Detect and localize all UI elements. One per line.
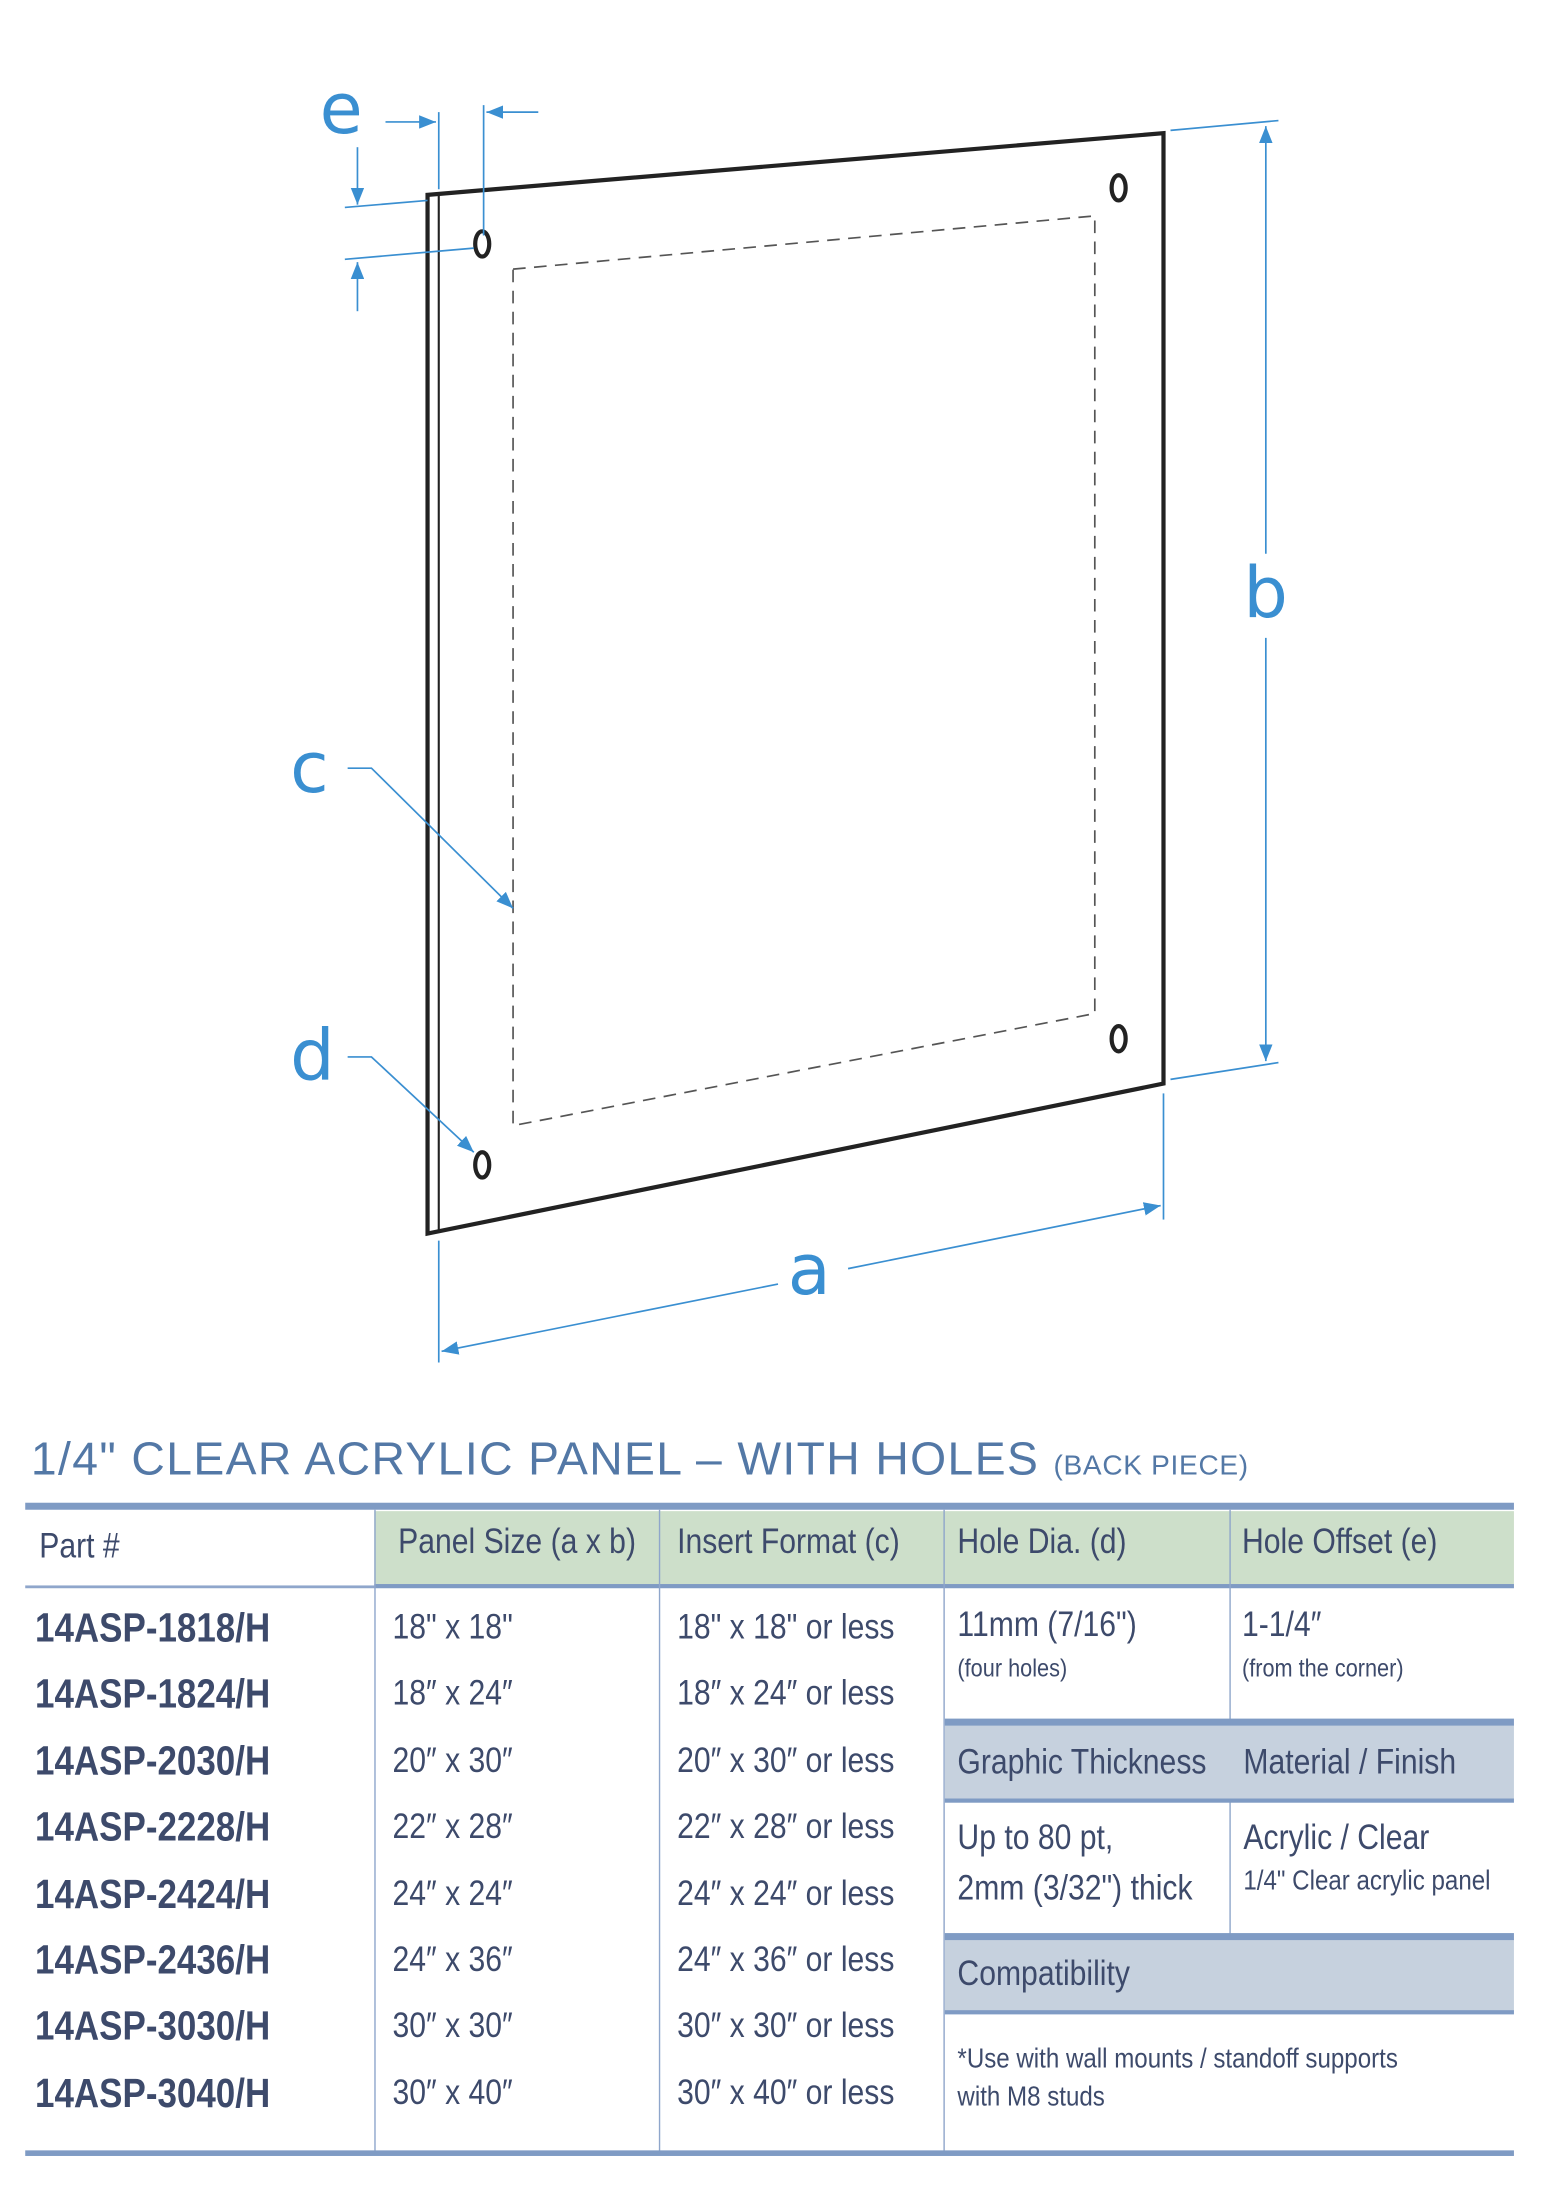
header-panel-size: Panel Size (a x b) — [398, 1522, 636, 1562]
compatibility-line2: with M8 studs — [957, 2081, 1105, 2113]
insert-format: 18" x 18" or less — [677, 1607, 895, 1648]
part-number: 14ASP-3040/H — [35, 2071, 271, 2117]
divider — [945, 2010, 1514, 2014]
hole-dia-note: (four holes) — [957, 1654, 1068, 1683]
header-hole-dia: Hole Dia. (d) — [957, 1522, 1127, 1562]
insert-area — [513, 216, 1095, 1126]
title-sub: (BACK PIECE) — [1053, 1450, 1249, 1482]
hole-offset-value: 1-1/4″ — [1241, 1605, 1322, 1645]
part-number: 14ASP-1818/H — [35, 1606, 271, 1652]
top-rule — [25, 1503, 1514, 1510]
material-value: Acrylic / Clear — [1243, 1818, 1430, 1858]
panel-size: 18″ x 24″ — [392, 1674, 513, 1714]
panel-size: 22″ x 28″ — [392, 1807, 513, 1847]
col-line — [943, 1510, 944, 2152]
panel-size: 30″ x 30″ — [392, 2006, 513, 2046]
divider — [945, 1719, 1514, 1726]
divider — [25, 1585, 375, 1587]
material-note: 1/4" Clear acrylic panel — [1243, 1865, 1491, 1897]
part-number: 14ASP-2228/H — [35, 1805, 271, 1851]
insert-format: 22″ x 28″ or less — [677, 1807, 895, 1847]
panel-size: 24″ x 36″ — [392, 1940, 513, 1980]
acrylic-panel — [428, 133, 1164, 1233]
panel-size: 18" x 18" — [392, 1607, 513, 1648]
header-insert-format: Insert Format (c) — [677, 1522, 900, 1562]
panel-size: 20″ x 30″ — [392, 1740, 513, 1781]
insert-format: 30″ x 40″ or less — [677, 2072, 895, 2113]
product-title — [31, 1433, 1249, 1486]
header-compatibility: Compatibility — [957, 1954, 1130, 1994]
hole-dia-value: 11mm (7/16") — [957, 1605, 1137, 1645]
part-number: 14ASP-1824/H — [35, 1672, 271, 1718]
divider — [945, 1799, 1514, 1803]
insert-format: 20″ x 30″ or less — [677, 1740, 895, 1781]
label-a: a — [787, 1228, 831, 1311]
part-number: 14ASP-2436/H — [35, 1938, 271, 1984]
hole-bottom-left — [475, 1152, 489, 1177]
title-main: 1/4" CLEAR ACRYLIC PANEL – WITH HOLES — [30, 1432, 1040, 1485]
col-line — [659, 1510, 660, 2152]
part-number: 14ASP-2424/H — [35, 1872, 271, 1918]
label-c: c — [290, 727, 329, 810]
bottom-rule — [25, 2150, 1514, 2156]
label-d: d — [290, 1014, 335, 1097]
compatibility-line1: *Use with wall mounts / standoff supports — [957, 2043, 1398, 2075]
label-b: b — [1243, 551, 1288, 634]
hole-offset-note: (from the corner) — [1241, 1654, 1404, 1683]
graphic-thickness-line2: 2mm (3/32") thick — [957, 1868, 1193, 1908]
hole-top-left — [475, 231, 489, 256]
panel-size: 24″ x 24″ — [392, 1873, 513, 1913]
header-hole-offset: Hole Offset (e) — [1241, 1522, 1438, 1562]
label-e: e — [319, 68, 363, 151]
insert-format: 24″ x 24″ or less — [677, 1873, 895, 1913]
header-graphic-thickness: Graphic Thickness — [957, 1742, 1207, 1782]
insert-format: 30″ x 30″ or less — [677, 2006, 895, 2046]
col-line — [374, 1510, 375, 2152]
part-number: 14ASP-2030/H — [35, 1739, 271, 1785]
hole-top-right — [1112, 175, 1126, 200]
hole-bottom-right — [1112, 1026, 1126, 1051]
graphic-thickness-line1: Up to 80 pt, — [957, 1818, 1114, 1858]
part-number: 14ASP-3030/H — [35, 2005, 271, 2050]
insert-format: 18″ x 24″ or less — [677, 1674, 895, 1714]
divider — [945, 1933, 1514, 1940]
header-material-finish: Material / Finish — [1243, 1742, 1457, 1782]
header-part: Part # — [39, 1526, 120, 1566]
insert-format: 24″ x 36″ or less — [677, 1940, 895, 1980]
panel-size: 30″ x 40″ — [392, 2072, 513, 2113]
